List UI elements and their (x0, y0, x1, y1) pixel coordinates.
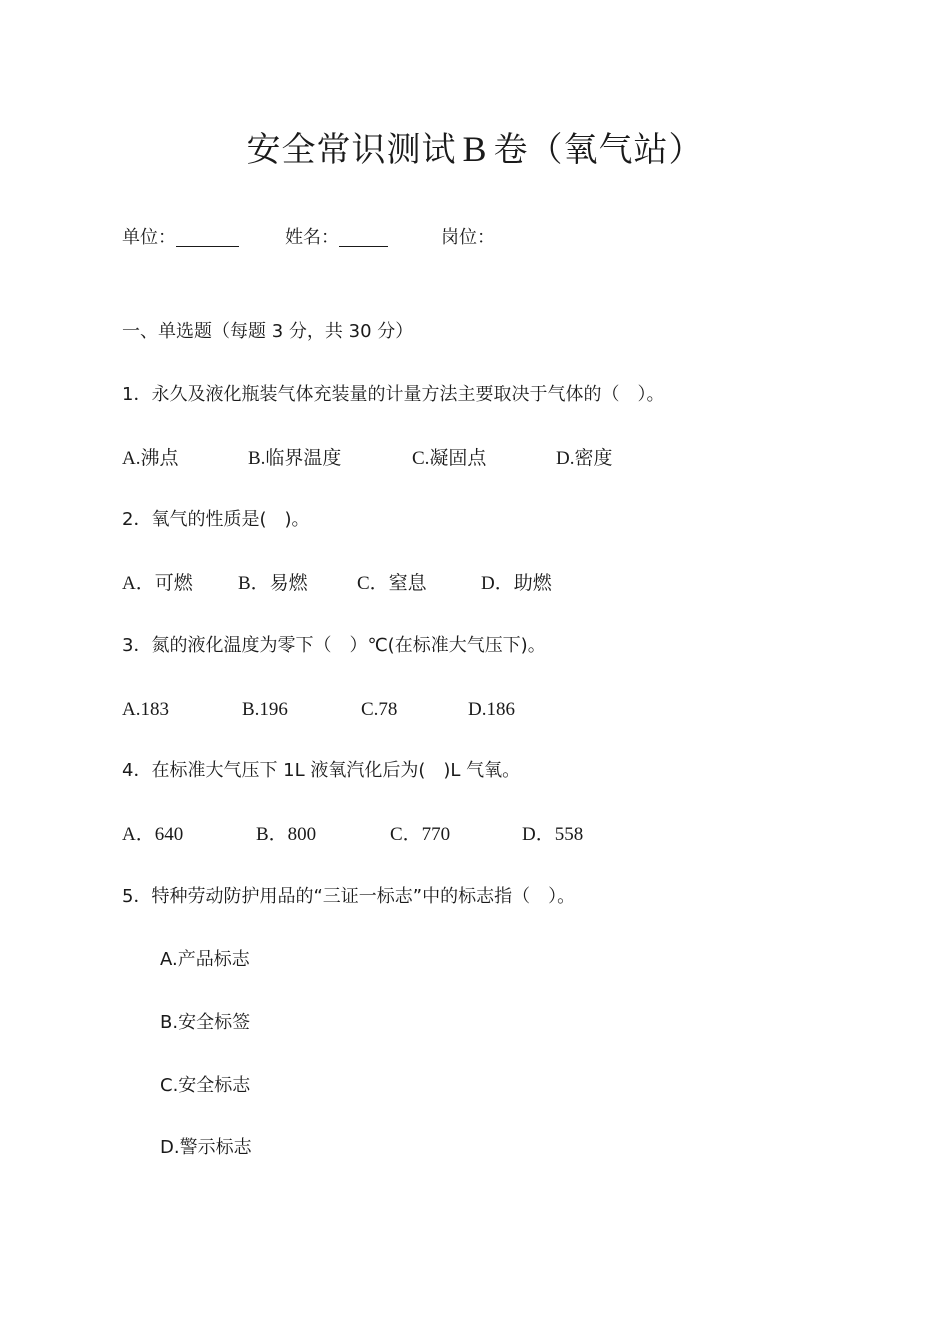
option-a: A.沸点 (122, 448, 179, 469)
unit-field (122, 229, 239, 247)
option-c: C.安全标志 (160, 1075, 251, 1096)
title-letter: B (462, 129, 488, 169)
title-prefix: 安全常识测试 (246, 130, 457, 170)
option-d: D．助燃 (481, 573, 552, 594)
title-suffix: 卷（氧气站） (493, 130, 704, 170)
question-stem: 5．特种劳动防护用品的“三证一标志”中的标志指（ ）。 (122, 886, 576, 907)
option-b: B.安全标签 (160, 1012, 251, 1033)
option-a: A.183 (122, 699, 169, 720)
unit-blank[interactable] (176, 230, 239, 247)
option-b: B.临界温度 (248, 448, 342, 469)
question-stem: 3．氮的液化温度为零下（ ）℃(在标准大气压下)。 (122, 635, 546, 656)
option-d: D.186 (468, 699, 515, 720)
option-b: B.196 (242, 699, 288, 720)
question-stem: 4．在标准大气压下 1L 液氧汽化后为( )L 气氧。 (122, 760, 521, 781)
position-label: 岗位： (441, 227, 495, 248)
option-b: B．800 (256, 824, 317, 845)
name-field (285, 229, 388, 247)
option-c: C.凝固点 (412, 448, 487, 469)
name-blank[interactable] (339, 230, 388, 247)
option-a: A．可燃 (122, 573, 193, 594)
option-a: A.产品标志 (160, 949, 250, 970)
option-d: D.密度 (556, 448, 613, 469)
page-title (0, 129, 950, 170)
unit-label: 单位： (122, 227, 176, 248)
option-c: C．770 (390, 824, 451, 845)
option-a: A．640 (122, 824, 184, 845)
question-stem: 2．氧气的性质是( )。 (122, 509, 310, 530)
option-d: D．558 (522, 824, 584, 845)
option-b: B．易燃 (238, 573, 308, 594)
name-label: 姓名： (285, 227, 339, 248)
option-c: C．窒息 (357, 573, 427, 594)
question-stem: 1．永久及液化瓶装气体充装量的计量方法主要取决于气体的（ ）。 (122, 384, 665, 405)
option-d: D.警示标志 (160, 1137, 252, 1158)
option-c: C.78 (361, 699, 398, 720)
position-field (441, 229, 495, 247)
section-heading: 一、单选题（每题 3 分，共 30 分） (122, 321, 414, 342)
